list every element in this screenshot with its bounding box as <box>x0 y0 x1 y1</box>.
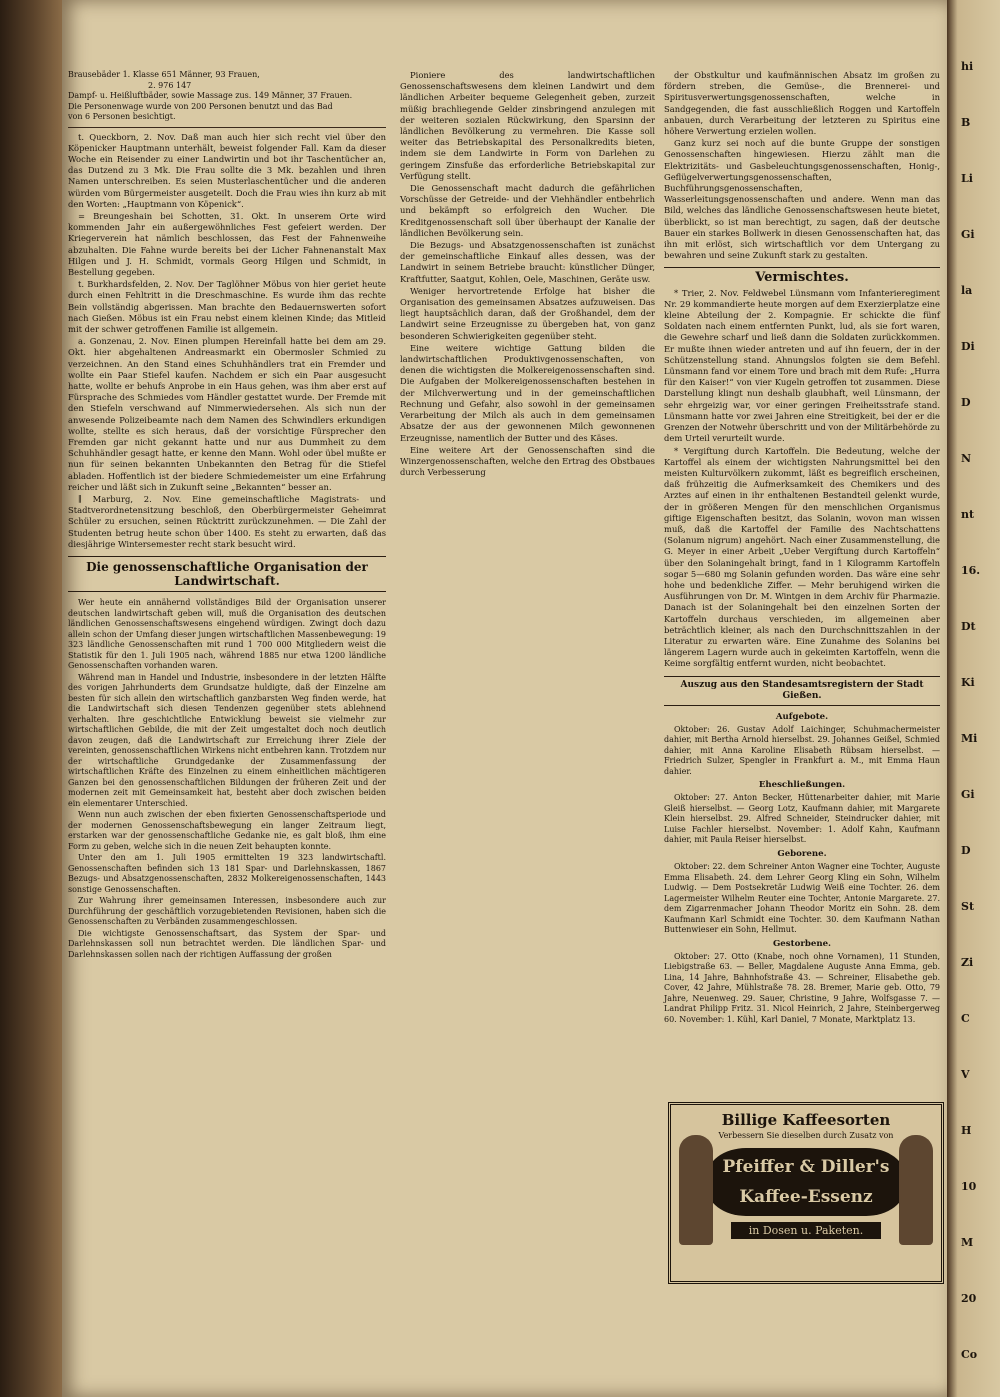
fragment-text: hi <box>961 60 974 73</box>
article-paragraph: Die Bezugs- und Absatzgenossenschaften ist zunächst der gemeinschaftliche Einkauf alles dessen, was der Landwirt in seinem Betriebe braucht: künstlicher Dünger, Kraftfutter, Saatgut, Kohlen, Oele, Maschinen, Geräte usw. <box>400 240 655 284</box>
fragment-text: D <box>961 844 971 857</box>
fragment-text: H <box>961 1124 972 1137</box>
subheading-eheschliessungen: Eheschließungen. <box>758 780 846 791</box>
register-entry: Oktober: 27. Anton Becker, Hüttenarbeiter dahier, mit Marie Gleiß hierselbst. — Georg Lotz, Kaufmann dahier, mit Margarete Klein hierselbst. 29. Alfred Schneider, Steindrucker dahier, mit Luise Fachler hierselbst. November: 1. Adolf Kahn, Kaufmann dahier, mit Paula Reiser hierselbst. <box>664 793 940 845</box>
adjacent-page-fragments <box>947 60 1000 1362</box>
stat-line: Dampf- u. Heißluftbäder, sowie Massage zus. 149 Männer, 37 Frauen. <box>68 91 353 100</box>
figure-illustration <box>899 1135 933 1245</box>
article-paragraph: Pioniere des landwirtschaftlichen Genossenschaftswesens dem kleinen Landwirt und dem ländlichen Arbeiter bequeme Gelegenheit geben, zurzeit müßig brachliegende Gelder zinsbringend anzulegen mit der weiteren sozialen Rückwirkung, den Sparsinn der ländlichen Bevölkerung zu vermehren. Die Kasse soll weiter das Betriebskapital des Personalkredits bieten, indem sie dem Landwirte in Form von Darlehen zu geringem Zinsfuße das erforderliche Betriebskapital zur Verfügung stellt. <box>400 70 655 181</box>
article-paragraph: Wenn nun auch zwischen der eben fixierten Genossenschaftsperiode und der modernen Genossenschaftsbewegung ein langer Zeitraum liegt, erstarken war der genossenschaftliche Gedanke nie, es galt bloß, ihm eine Form zu geben, welche sich in die neuen Zeit behaupten konnte. <box>68 810 386 851</box>
subheading-gestorbene: Gestorbene. <box>772 938 832 949</box>
fragment-text: St <box>961 900 975 913</box>
article-paragraph: der Obstkultur und kaufmännischen Absatz im großen zu fördern streben, die Gemüse-, die Brennerei- und Spiritusverwertungsgenossenschaften, welche in Sandgegenden, die fast ausschließlich Roggen und Kartoffeln anbauen, durch Verarbeitung der letzteren zu Spiritus eine höhere Verwertung erzielen wollen. <box>664 70 940 137</box>
fragment-text: B <box>961 116 971 129</box>
fragment-text: N <box>961 452 972 465</box>
bath-statistics <box>68 70 386 123</box>
column-left <box>68 70 386 961</box>
article-paragraph: Unter den am 1. Juli 1905 ermittelten 19 323 landwirtschaftl. Genossenschaften befinden sich 13 181 Spar- und Darlehnskassen, 1867 Bezugs- und Absatzgenossenschaften, 2832 Molkereigenossenschaften, 1443 sonstige Genossenschaften. <box>68 853 386 894</box>
article-body <box>68 598 386 960</box>
article-paragraph: Weniger hervortretende Erfolge hat bisher die Organisation des gemeinsamen Absatzes aufzuweisen. Das liegt hauptsächlich daran, daß der Großhandel, dem der Landwirt seine Erzeugnisse zu übergeben hat, von ganz besonderen Schwierigkeiten gegenüber steht. <box>400 285 655 341</box>
ad-subline: Verbessern Sie dieselben durch Zusatz von <box>718 1131 894 1140</box>
article-paragraph: Die Genossenschaft macht dadurch die gefährlichen Vorschüsse der Getreide- und der Viehhändler entbehrlich und bekämpft so erfolgreich den Wucher. Die Kreditgenossenschaft soll über überhaupt der Kanalie der ländlichen Bevölkerung sein. <box>400 183 655 238</box>
article-title <box>68 556 386 592</box>
subheading-aufgebote: Aufgebote. <box>775 711 829 722</box>
news-item: t. Queckborn, 2. Nov. Daß man auch hier sich recht viel über den Köpenicker Hauptmann unterhält, beweist folgender Fall. Kam da dieser Woche ein Reisender zu einer Landwirtin und bot ihr Taschentücher an, das Dutzend zu 3 Mk. Die Frau sollte die 3 Mk. bezahlen und ihren Namen unterschreiben. Es seien Musterlaschentücher und die anderen würden vom Bürgermeister ausgeteilt. Doch die Frau wies ihn kurz ab mit den Worten: „Hauptmann von Köpenick“. <box>68 131 386 209</box>
fragment-text: Co <box>961 1348 978 1361</box>
coffee-advertisement <box>668 1102 944 1284</box>
article-paragraph: Die wichtigste Genossenschaftsart, das System der Spar- und Darlehnskassen soll nun betrachtet werden. Die ländlichen Spar- und Darlehnskassen sollen nach der richtigen Auffassung der großen <box>68 928 386 959</box>
fragment-text: Gi <box>961 788 975 801</box>
adjacent-page-edge <box>947 0 1000 1397</box>
article-title-line: Die genossenschaftliche Organisation der <box>86 560 368 575</box>
article-paragraph: Eine weitere wichtige Gattung bilden die landwirtschaftlichen Produktivgenossenschaften, von denen die wichtigsten die Molkereigenossenschaften sind. Die Aufgaben der Molkereigenossenschaften bestehen in der Milchverwertung und in der gemeinschaftlichen Rechnung und Gefahr, also sowohl in der gemeinsamen Verarbeitung der Milch als auch in dem gemeinsamen Absatze der aus der gewonnenen Milch gewonnenen Erzeugnisse, namentlich der Butter und des Käses. <box>400 342 655 443</box>
news-item: * Trier, 2. Nov. Feldwebel Lünsmann vom Infanterieregiment Nr. 29 kommandierte heute morgen auf dem Exerzierplatze eine kleine Abteilung der 2. Kompagnie. Er schickte die fünf Soldaten nach einem entfernten Punkt, lud, als sie fort waren, die Gewehre scharf und ließ dann die Soldaten zurückkommen. Er mußte ihnen wieder antreten und auf ihn feuern, der in der Schützenstellung stand. Ahnungslos folgten sie dem Befehl. Lünsmann fand vor einem Tore und brach mit dem Rufe: „Hurra für den Kaiser!“ von vier Kugeln getroffen tot zusammen. Diese Darstellung klingt nun deshalb glaubhaft, weil Lünsmann, der sehr ehrgeizig war, vor einer geringen Freiheitsstrafe stand. Lünsmann hatte vor zwei Jahren eine Streitigkeit, bei der er die Grenzen der Notwehr überschritt und von der Militärbehörde zu dem Urteil verurteilt wurde. <box>664 287 940 444</box>
fragment-text: 16. <box>961 564 981 577</box>
news-item: t. Burkhardsfelden, 2. Nov. Der Taglöhner Möbus von hier geriet heute durch einen Fehltritt in die Dreschmaschine. Es wurde ihm das rechte Bein vollständig abgerissen. Man brachte den Bedauernswerten sofort nach Gießen. Möbus ist ein Frau nebst einem kleinen Kinde; das Mitleid mit der schwer getroffenen Familie ist allgemein. <box>68 279 386 334</box>
fragment-text: Zi <box>961 956 974 969</box>
news-item: * Vergiftung durch Kartoffeln. Die Bedeutung, welche der Kartoffel als einem der wichtigsten Nahrungsmittel bei den meisten Kulturvölkern zukommt, läßt es begreiflich erscheinen, daß frühzeitig die Aufmerksamkeit des Chemikers und des Arztes auf einen in ihr enthaltenen Bestandteil gelenkt wurde, der in größeren Mengen für den menschlichen Organismus giftige Eigenschaften besitzt, das Solanin, wovon man wissen muß, daß die Kartoffel der Familie des Nachtschattens (Solanum nigrum) angehört. Nach einer Zusammenstellung, die G. Meyer in einer Arbeit „Ueber Vergiftung durch Kartoffeln“ über den Solaningehalt bringt, fand in 1 Kilogramm Kartoffeln sogar 5—680 mg Solanin gefunden worden. Das wäre eine sehr hohe und bedenkliche Ziffer. — Mehr beruhigend wirken die Ausführungen von Dr. M. Wintgen in dem Archiv für Pharmazie. Danach ist der Solaningehalt bei den einzelnen Sorten der Kartoffeln durchaus verschieden, im allgemeinen aber beträchtlich kleiner, als nach den Durchschnittszahlen in der Literatur zu erwarten wäre. Eine Zunahme des Solanins bei längerem Lagern wurde auch in gekeimten Kartoffeln, wenn die Keime sorgfältig entfernt wurden, nicht beobachtet. <box>664 445 940 669</box>
figure-illustration <box>679 1135 713 1245</box>
fragment-text: C <box>961 1012 970 1025</box>
book-binding <box>0 0 62 1397</box>
stat-line: 2. 976 147 <box>148 80 192 90</box>
fragment-text: nt <box>961 508 975 521</box>
section-heading-register: Auszug aus den Standesamtsregistern der Stadt Gießen. <box>664 676 940 706</box>
section-heading-vermischtes: Vermischtes. <box>664 267 940 283</box>
article-paragraph: Während man in Handel und Industrie, insbesondere in der letzten Hälfte des vorigen Jahrhunderts dem Grundsatze huldigte, daß der Einzelne am besten für sich allein den wirtschaftlich ganzbarsten Weg finden werde, hat die Landwirtschaft sich diesen Tendenzen gegenüber stets ablehnend verhalten. Ihre geschichtliche Entwicklung beweist sie vielmehr zur wirtschaftlichen Gebilde, die mit der Zeit umgestaltet doch noch deutlich davon zeugen, daß die Landwirtschaft zur Erreichung ihrer Ziele der vereinten, genossenschaftlichen Wirkens nicht entbehren kann. Trotzdem nur der wirtschaftliche Grundgedanke der Zusammenfassung der wirtschaftlichen Kräfte des Einzelnen zu einem einheitlichen mächtigeren Ganzen bei den genossenschaftlichen Bildungen der früheren Zeit und der modernen zeit mit Gemeinsamkeit hat, besteht aber doch zwischen beiden ein elementarer Unterschied. <box>68 672 386 808</box>
article-paragraph: Wer heute ein annähernd vollständiges Bild der Organisation unserer deutschen landwirtschaft geben will, muß die Organisation des deutschen ländlichen Genossenschaftswesens eingehend würdigen. Zwingt doch dazu allein schon der Umfang dieser jungen wirtschaftlichen Massenbewegung: 19 323 ländliche Genossenschaften mit rund 1 700 000 Mitgliedern weist die Statistik für den 1. Juli 1905 nach, während 1885 nur etwa 1200 ländliche Genossenschaften vorhanden waren. <box>68 598 386 671</box>
fragment-text: Li <box>961 172 973 185</box>
fragment-text: Gi <box>961 228 975 241</box>
stat-line: Die Personenwage wurde von 200 Personen benutzt und das Bad <box>68 101 333 111</box>
column-right <box>664 70 940 1026</box>
ad-pack-note: in Dosen u. Paketen. <box>731 1222 881 1239</box>
article-title-line: Landwirtschaft. <box>174 574 280 589</box>
stat-line: von 6 Personen besichtigt. <box>68 112 176 121</box>
fragment-text: V <box>961 1068 970 1081</box>
register-entry: Oktober: 22. dem Schreiner Anton Wagner eine Tochter, Auguste Emma Elisabeth. 24. dem Lehrer Georg Kling ein Sohn, Wilhelm Ludwig. — Dem Postsekretär Ludwig Weiß eine Tochter. 26. dem Lagermeister Wilhelm Reuter eine Tochter, Antonie Margarete. 27. dem Zigarrenmacher Johann Theodor Moritz ein Sohn. 28. dem Kaufmann Karl Schmidt eine Tochter. 30. dem Kaufmann Nathan Buttenwieser ein Sohn, Hellmut. <box>664 862 940 935</box>
article-paragraph: Zur Wahrung ihrer gemeinsamen Interessen, insbesondere auch zur Durchführung der geschäftlich vorzugebietenden Revisionen, haben sich die Genossenschaften zu Verbänden zusammengeschlossen. <box>68 896 386 927</box>
fragment-text: 20 <box>961 1292 977 1305</box>
subheading-geborene: Geborene. <box>777 848 827 859</box>
fragment-text: Ki <box>961 676 975 689</box>
divider <box>68 127 386 128</box>
fragment-text: D <box>961 396 971 409</box>
fragment-text: Dt <box>961 620 976 633</box>
fragment-text: Mi <box>961 732 978 745</box>
ad-brand-logo <box>706 1148 906 1216</box>
register-entry: Oktober: 26. Gustav Adolf Laichinger, Schuhmachermeister dahier, mit Bertha Arnold hierselbst. 29. Johannes Geißel, Schmied dahier, mit Anna Karoline Elisabeth Rübsam hierselbst. — Friedrich Sulzer, Spengler in Frankfurt a. M., mit Emma Haun dahier. <box>664 724 940 776</box>
ad-brand-name: Pfeiffer & Diller's <box>722 1157 890 1177</box>
fragment-text: Di <box>961 340 975 353</box>
fragment-text: 10 <box>961 1180 977 1193</box>
column-middle <box>400 70 655 479</box>
news-item: a. Gonzenau, 2. Nov. Einen plumpen Hereinfall hatte bei dem am 29. Okt. hier abgehaltenen Andreasmarkt ein Obermosler Schmied zu verzeichnen. An den Stand eines Schuhhändlers trat ein Fremder und wollte ein Paar Stiefel kaufen. Nachdem er sich ein Paar ausgesucht hatte, wollte er behufs Anprobe in ein Haus gehen, was ihm aber erst auf Fürsprache des Schmiedes vom Händler gestattet wurde. Der Fremde mit den Stiefeln verschwand auf Nimmerwiedersehen. Als sich nun der anwesende Polizeibeamte nach dem Namen des Schwindlers erkundigen wollte, stellte es sich heraus, daß der vorsichtige Fürsprecher den Fremden gar nicht gekannt hatte und nur aus Dummheit zu dem Schuhhändler gesagt hatte, er kenne den Mann. Wohl oder übel mußte er nun für seinen bekannten Unbekannten den Betrag für die Stiefel abladen. Hoffentlich ist der biedere Schmiedemeister um eine Erfahrung reicher und läßt sich in Zukunft seine „Bekannten“ besser an. <box>68 336 386 492</box>
news-item: = Breungeshain bei Schotten, 31. Okt. In unserem Orte wird kommenden Jahr ein außergewöhnliches Fest gefeiert werden. Der Kriegerverein hat nämlich beschlossen, das Fest der Fahnenweihe abzuhalten. Die Fahne wurde bereits bei der Licher Fahnenanstalt Max Hilgen und J. H. Schmidt, vormals Georg Hilgen und Schmidt, in Bestellung gegeben. <box>68 210 386 277</box>
fragment-text: la <box>961 284 973 297</box>
fragment-text: M <box>961 1236 974 1249</box>
news-item: ∥ Marburg, 2. Nov. Eine gemeinschaftliche Magistrats- und Stadtverordnetensitzung beschloß, den Oberbürgermeister Geheimrat Schüler zu ersuchen, seinen Rücktritt zurückzunehmen. — Die Zahl der Studenten betrug heute schon über 1400. Es steht zu erwarten, daß das diesjährige Wintersemester recht stark besucht wird. <box>68 494 386 549</box>
register-entry: Oktober: 27. Otto (Knabe, noch ohne Vornamen), 11 Stunden, Liebigstraße 63. — Beller, Magdalene Auguste Anna Emma, geb. Lina, 14 Jahre, Bahnhofstraße 43. — Schreiner, Elisabethe geb. Cover, 42 Jahre, Mühlstraße 78. 28. Bremer, Marie geb. Otto, 79 Jahre, Neuenweg. 29. Sauer, Christine, 9 Jahre, Wolfsgasse 7. — Landrat Philipp Fritz. 31. Nicol Heinrich, 2 Jahre, Steinbergerweg 60. November: 1. Kühl, Karl Daniel, 7 Monate, Marktplatz 13. <box>664 951 940 1024</box>
article-paragraph: Eine weitere Art der Genossenschaften sind die Winzergenossenschaften, welche den Ertrag des Obstbaues durch Verbesserung <box>400 444 655 478</box>
stat-line: Brausebäder 1. Klasse 651 Männer, 93 Frauen, <box>68 70 260 79</box>
article-paragraph: Ganz kurz sei noch auf die bunte Gruppe der sonstigen Genossenschaften hingewiesen. Hierzu zählt man die Elektrizitäts- und Gasbeleuchtungsgenossenschaften, Honig-, Geflügelverwertungsgenossenschaften, Buchführungsgenossenschaften, Wasserleitungsgenossenschaften und andere. Wenn man das Bild, welches das ländliche Genossenschaftswesen heute bietet, überblickt, so ist man berechtigt, zu sagen, daß der deutsche Bauer ein starkes Bollwerk in diesen Genossenschaften hat, das ihn mit erlöst, sich wirtschaftlich vor dem Untergang zu bewahren und seine Zukunft stark zu gestalten. <box>664 138 940 261</box>
ad-brand-product: Kaffee-Essenz <box>739 1187 873 1207</box>
ad-headline: Billige Kaffeesorten <box>721 1111 891 1129</box>
